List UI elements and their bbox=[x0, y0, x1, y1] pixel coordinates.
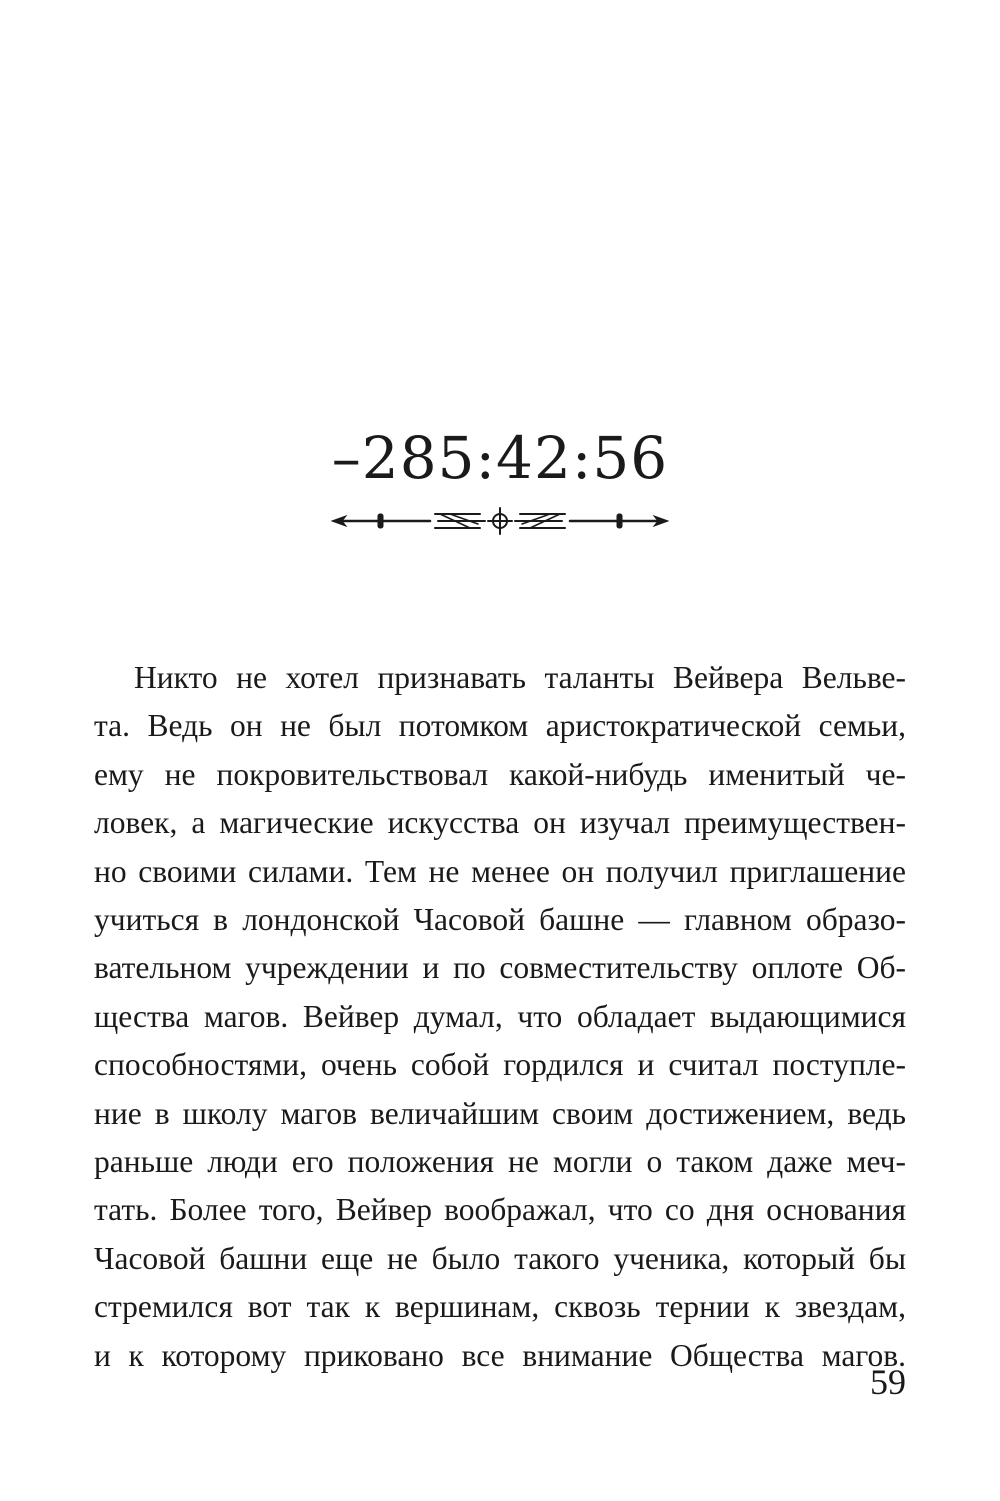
chapter-heading: –285:42:56 bbox=[331, 424, 669, 492]
text-line: ловек, а магические искусства он изучал преимуществен- bbox=[94, 805, 906, 841]
page-number: 59 bbox=[870, 1362, 906, 1402]
text-line: способностями, очень собой гордился и считал поступле- bbox=[94, 1047, 906, 1083]
text-line: тать. Более того, Вейвер воображал, что со дня основания bbox=[94, 1192, 906, 1228]
text-line: и к которому приковано все внимание Общества магов. bbox=[94, 1337, 906, 1373]
text-line: Никто не хотел признавать таланты Вейвера Вельве- bbox=[134, 660, 906, 695]
text-line: ние в школу магов величайшим своим достижением, ведь bbox=[94, 1095, 906, 1131]
text-line: раньше люди его положения не могли о таком даже меч- bbox=[94, 1144, 906, 1180]
text-line: стремился вот так к вершинам, сквозь тернии к звездам, bbox=[94, 1289, 906, 1325]
body-paragraph bbox=[94, 654, 906, 1380]
text-line: Часовой башни еще не было такого ученика, который бы bbox=[94, 1240, 906, 1276]
text-line: вательном учреждении и по совместительству оплоте Об- bbox=[94, 950, 906, 986]
text-line: но своими силами. Тем не менее он получил приглашение bbox=[94, 853, 906, 889]
text-line: ему не покровительствовал какой-нибудь именитый че- bbox=[94, 756, 906, 792]
text-line: щества магов. Вейвер думал, что обладает выдающимися bbox=[94, 998, 906, 1034]
text-line: та. Ведь он не был потомком аристократической семьи, bbox=[94, 708, 906, 744]
ornament-divider-icon bbox=[330, 500, 670, 542]
text-line: учиться в лондонской Часовой башне — главном образо- bbox=[94, 902, 906, 938]
